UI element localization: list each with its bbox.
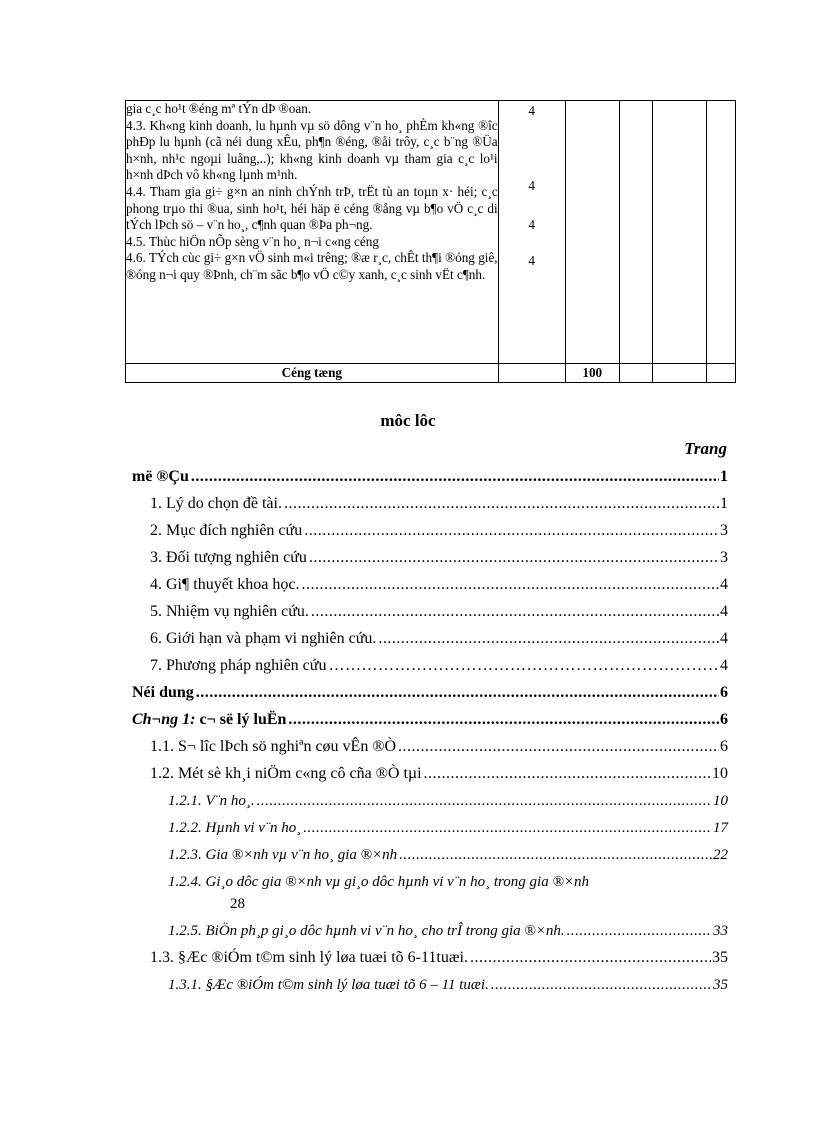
toc-entry-label: 1.1. S¬ lîc lÞch sö nghiªn cøu vÊn ®Ò xyxy=(150,738,397,755)
toc-entry[interactable] xyxy=(132,918,728,945)
empty-cell xyxy=(619,101,652,364)
toc-entry-page: 35 xyxy=(712,949,728,966)
empty-cell xyxy=(706,101,735,364)
toc-entry[interactable] xyxy=(132,518,728,545)
toc-entry-label: 6. Giới hạn và phạm vi nghiên cứu. xyxy=(150,630,377,647)
criteria-line: 4.3. Kh«ng kinh doanh, lu hµnh vµ sö dông v¨n ho¸ phÈm kh«ng ®îc phÐp lu hµnh (cã néi dung xÊu, ph¶n ®éng, ®åi trôy, c¸c b¨ng ®Üa h×nh, nh¹c ngoµi luång,..); kh«ng kinh doanh vµ tham gia c¸c lo¹i h×nh dÞch vô kh«ng lµnh m¹nh. xyxy=(126,117,498,183)
toc-entry[interactable] xyxy=(132,491,728,518)
empty-cell xyxy=(652,101,706,364)
toc-entry-label: më ®Çu xyxy=(132,468,189,485)
toc-entry-label: 1. Lý do chọn đề tài. xyxy=(150,495,282,512)
toc-leader-dots xyxy=(328,653,719,679)
empty-cell xyxy=(565,101,619,364)
toc-entry[interactable] xyxy=(132,626,728,653)
toc-entry[interactable] xyxy=(132,464,728,491)
toc-entry-label: 1.2.5. BiÖn ph¸p gi¸o dôc hµnh vi v¨n ho¸ cho trÎ trong gia ®×nh. xyxy=(168,923,565,939)
table-of-contents xyxy=(132,464,728,999)
toc-entry-page: 6 xyxy=(720,684,728,701)
toc-entry[interactable] xyxy=(132,545,728,572)
toc-leader-dots xyxy=(378,626,719,652)
toc-leader-dots xyxy=(303,815,712,841)
toc-entry-label: 1.2.4. Gi¸o dôc gia ®×nh vµ gi¸o dôc hµnh vi v¨n ho¸ trong gia ®×nh xyxy=(168,874,589,890)
toc-entry-label: 1.2. Mét sè kh¸i niÖm c«ng cô cña ®Ò tµi xyxy=(150,765,422,782)
toc-leader-dots xyxy=(257,788,712,814)
chapter-title: c¬ së lý luËn xyxy=(195,711,287,728)
toc-entry[interactable] xyxy=(132,972,728,999)
toc-entry[interactable] xyxy=(132,869,728,918)
toc-entry-page: 1 xyxy=(720,495,728,512)
toc-leader-dots xyxy=(398,734,719,760)
toc-entry-page: 4 xyxy=(720,576,728,593)
toc-leader-dots xyxy=(196,680,719,706)
toc-leader-dots xyxy=(284,491,719,517)
toc-entry-label: 1.2.2. Hµnh vi v¨n ho¸ xyxy=(168,820,302,836)
toc-entry-page: 4 xyxy=(720,630,728,647)
criteria-line: 4.5. Thùc hiÖn nÕp sèng v¨n ho¸ n¬i c«ng céng xyxy=(126,233,379,249)
points-value: 4 xyxy=(528,103,535,118)
points-value: 4 xyxy=(528,178,535,193)
toc-entry-label: 3. Đối tượng nghiên cứu xyxy=(150,549,307,566)
toc-entry-label: 1.2.3. Gia ®×nh vµ v¨n ho¸ gia ®×nh xyxy=(168,847,398,863)
points-value: 4 xyxy=(528,253,535,268)
toc-leader-dots xyxy=(191,464,719,490)
empty-cell xyxy=(706,364,735,383)
toc-entry-page: 3 xyxy=(720,549,728,566)
toc-entry-page: 1 xyxy=(720,468,728,485)
toc-leader-dots xyxy=(309,545,719,571)
toc-leader-dots xyxy=(301,572,719,598)
toc-entry[interactable] xyxy=(132,680,728,707)
toc-entry-label: 2. Mục đích nghiên cứu xyxy=(150,522,303,539)
toc-entry-page: 4 xyxy=(720,603,728,620)
toc-leader-dots xyxy=(399,842,712,868)
toc-entry-page: 3 xyxy=(720,522,728,539)
toc-entry-page: 22 xyxy=(713,847,728,863)
toc-leader-dots xyxy=(424,761,711,787)
toc-entry[interactable] xyxy=(132,707,728,734)
table-row xyxy=(126,101,736,364)
toc-entry[interactable] xyxy=(132,761,728,788)
toc-entry[interactable] xyxy=(132,815,728,842)
toc-entry[interactable] xyxy=(132,842,728,869)
points-value: 4 xyxy=(528,217,535,232)
empty-cell xyxy=(652,364,706,383)
toc-title: môc lôc xyxy=(380,411,436,430)
points-cell xyxy=(498,101,565,364)
toc-entry[interactable] xyxy=(132,788,728,815)
toc-entry-label: Néi dung xyxy=(132,684,194,701)
criteria-line: gia c¸c ho¹t ®éng mª tÝn dÞ ®oan. xyxy=(126,101,312,116)
toc-leader-dots xyxy=(470,945,711,971)
criteria-line: 4.6. TÝch cùc gi÷ g×n vÖ sinh m«i trêng; ®æ r¸c, chÊt th¶i ®óng giê, ®óng n¬i quy ®Þnh, ch¨m sãc b¶o vÖ c©y xanh, c¸c sinh vËt c¶nh. xyxy=(126,250,498,282)
toc-leader-dots xyxy=(567,918,712,944)
toc-entry[interactable] xyxy=(132,945,728,972)
toc-leader-dots xyxy=(491,972,712,998)
toc-leader-dots xyxy=(288,707,719,733)
toc-entry-page: 10 xyxy=(713,793,728,809)
toc-entry[interactable] xyxy=(132,734,728,761)
criteria-text-cell xyxy=(126,101,499,364)
total-value: 100 xyxy=(565,364,619,383)
toc-entry[interactable] xyxy=(132,572,728,599)
toc-entry-label: 5. Nhiệm vụ nghiên cứu. xyxy=(150,603,309,620)
empty-cell xyxy=(619,364,652,383)
toc-entry-page: 6 xyxy=(720,711,728,728)
toc-entry-label: 7. Phương pháp nghiên cứu xyxy=(150,657,327,674)
toc-entry-page: 28 xyxy=(230,896,245,912)
total-label: Céng tæng xyxy=(126,364,499,383)
toc-entry-page: 4 xyxy=(720,657,728,674)
total-row xyxy=(126,364,736,383)
toc-entry-page: 10 xyxy=(712,765,728,782)
toc-entry[interactable] xyxy=(132,599,728,626)
toc-entry-label: 1.3.1. §Æc ®iÓm t©m sinh lý løa tuæi tõ 6 – 11 tuæi. xyxy=(168,977,489,993)
toc-leader-dots xyxy=(311,599,719,625)
toc-entry-label: 4. Gi¶ thuyết khoa học. xyxy=(150,576,300,593)
criteria-table xyxy=(125,100,736,383)
toc-entry[interactable] xyxy=(132,653,728,680)
toc-entry-label: 1.3. §Æc ®iÓm t©m sinh lý løa tuæi tõ 6-11tuæi. xyxy=(150,949,468,966)
chapter-prefix: Ch¬ng 1: xyxy=(132,711,196,728)
toc-entry-page: 17 xyxy=(713,820,728,836)
toc-entry-page: 33 xyxy=(713,923,728,939)
toc-leader-dots xyxy=(304,518,719,544)
toc-entry-label xyxy=(132,707,288,733)
empty-cell xyxy=(498,364,565,383)
toc-entry-label: 1.2.1. V¨n ho¸. xyxy=(168,793,255,809)
toc-entry-page: 35 xyxy=(713,977,728,993)
toc-entry-page: 6 xyxy=(720,738,728,755)
toc-page-header: Trang xyxy=(684,439,727,458)
criteria-line: 4.4. Tham gia gi÷ g×n an ninh chÝnh trÞ, trËt tù an toµn x· héi; c¸c phong trµo thi ®ua, sinh ho¹t, héi häp ë céng ®ång vµ b¶o vÖ c¸c di tÝch lÞch sö – v¨n ho¸, c¶nh quan ®Þa ph¬ng. xyxy=(126,183,498,233)
